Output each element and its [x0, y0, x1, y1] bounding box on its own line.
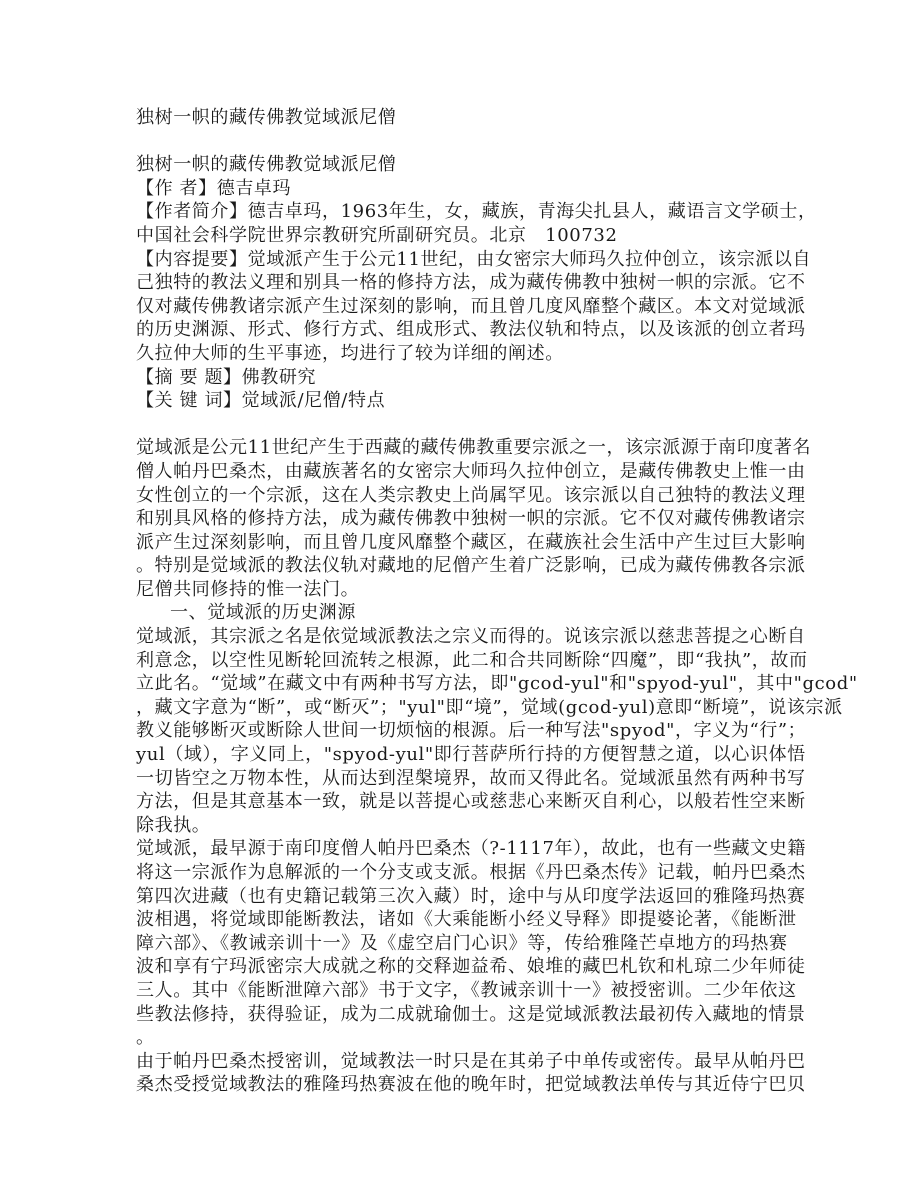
abstract-line: 【内容提要】觉域派产生于公元11世纪，由女密宗大师玛久拉仲创立，该宗派以自	[136, 248, 812, 270]
document-page	[136, 106, 858, 1097]
spacer	[136, 413, 796, 437]
paragraph-line: 利意念，以空性见断轮回流转之根源，此二和合共同断除“四魔”，即“我执”，故而	[136, 649, 808, 671]
paragraph-line: 教义能够断灭或断除人世间一切烦恼的根源。后一种写法"spyod"，字义为“行”；	[136, 720, 807, 742]
intro-line: 派产生过深刻影响，而且曾几度风靡整个藏区，在藏族社会生活中产生过巨大影响	[136, 531, 806, 553]
abstract-line: 己独特的教法义理和别具一格的修持方法，成为藏传佛教中独树一帜的宗派。它不	[136, 272, 806, 294]
abstract-line: 久拉仲大师的生平事迹，均进行了较为详细的阐述。	[136, 342, 564, 364]
paragraph-line: 波相遇，将觉域即能断教法，诸如《大乘能断小经义导释》即提婆论著，《能断泄	[136, 909, 797, 931]
article-title: 独树一帜的藏传佛教觉域派尼僧	[136, 154, 397, 176]
paragraph-line: 第四次进藏（也有史籍记载第三次入藏）时，途中与从印度学法返回的雅隆玛热赛	[136, 885, 806, 907]
paragraph-line: 一切皆空之万物本性，从而达到涅槃境界，故而又得此名。觉域派虽然有两种书写	[136, 767, 806, 789]
paragraph-line: 波和享有宁玛派密宗大成就之称的交释迦益希、娘堆的藏巴札钦和札琼二少年师徒	[136, 956, 806, 978]
paragraph-line: ，藏文字意为“断”，或“断灭”；"yul"即“境”，觉域(gcod-yul)意即“断境”，说该宗派	[136, 696, 843, 718]
paragraph-line: 觉域派，其宗派之名是依觉域派教法之宗义而得的。说该宗派以慈悲菩提之心断自	[136, 626, 806, 648]
paragraph-line: 立此名。“觉域”在藏文中有两种书写方法，即"gcod-yul"和"spyod-yul"，其中"gcod"	[136, 673, 858, 695]
subject-line: 【摘 要 题】佛教研究	[136, 366, 317, 388]
paragraph-line: 。	[136, 1027, 155, 1049]
author-intro-line: 中国社会科学院世界宗教研究所副研究员。北京 100732	[136, 224, 618, 246]
keywords-line: 【关 键 词】觉域派/尼僧/特点	[136, 390, 386, 412]
paragraph-line: 由于帕丹巴桑杰授密训，觉域教法一时只是在其弟子中单传或密传。最早从帕丹巴	[136, 1050, 806, 1072]
intro-line: 觉域派是公元11世纪产生于西藏的藏传佛教重要宗派之一，该宗派源于南印度著名	[136, 437, 812, 459]
paragraph-line: 些教法修持，获得验证，成为二成就瑜伽士。这是觉域派教法最初传入藏地的情景	[136, 1003, 806, 1025]
spacer	[136, 130, 796, 154]
intro-line: 尼僧共同修持的惟一法门。	[136, 578, 360, 600]
intro-line: 和别具风格的修持方法，成为藏传佛教中独树一帜的宗派。它不仅对藏传佛教诸宗	[136, 508, 806, 530]
paragraph-line: 桑杰受授觉域教法的雅隆玛热赛波在他的晚年时，把觉域教法单传与其近侍宁巴贝	[136, 1074, 806, 1096]
paragraph-line: 障六部》、《教诫亲训十一》及《虚空启门心识》等，传给雅隆芒卓地方的玛热赛	[136, 932, 788, 954]
abstract-line: 的历史渊源、形式、修行方式、组成形式、教法仪轨和特点，以及该派的创立者玛	[136, 319, 806, 341]
paragraph-line: 觉域派，最早源于南印度僧人帕丹巴桑杰（?-1117年），故此，也有一些藏文史籍	[136, 838, 806, 860]
intro-line: 女性创立的一个宗派，这在人类宗教史上尚属罕见。该宗派以自己独特的教法义理	[136, 484, 806, 506]
intro-line: 僧人帕丹巴桑杰，由藏族著名的女密宗大师玛久拉仲创立，是藏传佛教史上惟一由	[136, 460, 806, 482]
paragraph-line: 将这一宗派作为息解派的一个分支或支派。根据《丹巴桑杰传》记载，帕丹巴桑杰	[136, 862, 806, 883]
paragraph-line: 三人。其中《能断泄障六部》书于文字，《教诫亲训十一》被授密训。二少年依这	[136, 979, 797, 1001]
paragraph-line: yul（域），字义同上，"spyod-yul"即行菩萨所行持的方便智慧之道，以心识体悟	[136, 744, 806, 766]
document-title: 独树一帜的藏传佛教觉域派尼僧	[136, 107, 397, 128]
paragraph-line: 除我执。	[136, 814, 211, 836]
paragraph-line: 方法，但是其意基本一致，就是以菩提心或慈悲心来断灭自利心，以般若性空来断	[136, 791, 806, 813]
abstract-line: 仅对藏传佛教诸宗派产生过深刻的影响，而且曾几度风靡整个藏区。本文对觉域派	[136, 295, 806, 317]
author-intro-line: 【作者简介】德吉卓玛，1963年生，女，藏族，青海尖扎县人，藏语言文学硕士，	[136, 201, 817, 223]
section-heading: 一、觉域派的历史渊源	[170, 602, 356, 624]
author-line: 【作 者】德吉卓玛	[136, 177, 292, 199]
intro-line: 。特别是觉域派的教法仪轨对藏地的尼僧产生着广泛影响，已成为藏传佛教各宗派	[136, 555, 806, 577]
